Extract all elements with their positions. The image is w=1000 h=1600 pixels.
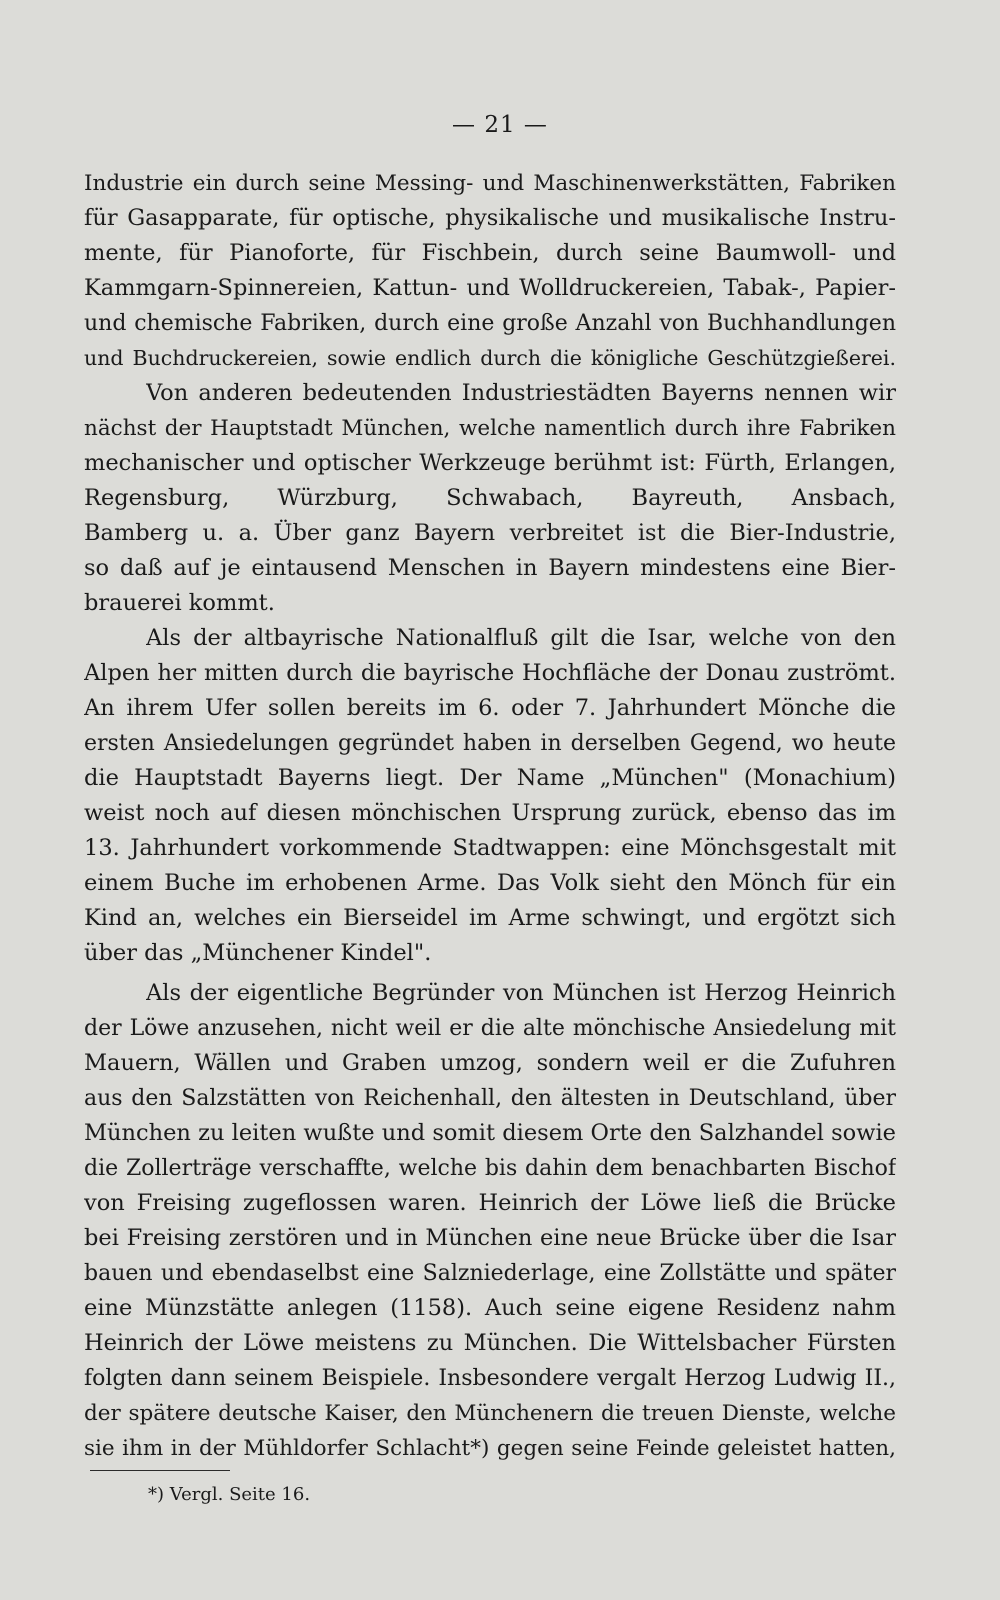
text-line: bei Freising zerstören und in München eine neue Brücke über die Isar: [84, 1225, 896, 1251]
text-line: Bamberg u. a. Über ganz Bayern verbreitet ist die Bier-Industrie,: [84, 520, 896, 546]
text-line: brauerei kommt.: [84, 590, 275, 616]
text-line: die Zollerträge verschaffte, welche bis dahin dem benachbarten Bischof: [84, 1156, 896, 1181]
text-line: nächst der Hauptstadt München, welche namentlich durch ihre Fabriken: [84, 416, 896, 441]
text-line: Kind an, welches ein Bierseidel im Arme schwingt, und ergötzt sich: [84, 905, 896, 931]
text-line: bauen und ebendaselbst eine Salzniederlage, eine Zollstätte und später: [84, 1261, 896, 1286]
text-line: so daß auf je eintausend Menschen in Bayern mindestens eine Bier-: [84, 555, 896, 581]
text-line: 13. Jahrhundert vorkommende Stadtwappen: eine Mönchsgestalt mit: [84, 835, 896, 861]
text-line: von Freising zugeflossen waren. Heinrich der Löwe ließ die Brücke: [84, 1190, 896, 1216]
text-line: An ihrem Ufer sollen bereits im 6. oder 7. Jahrhundert Mönche die: [84, 695, 896, 721]
text-line: der spätere deutsche Kaiser, den Münchenern die treuen Dienste, welche: [84, 1401, 896, 1426]
text-line: ersten Ansiedelungen gegründet haben in derselben Gegend, wo heute: [84, 731, 896, 756]
text-line: Kammgarn-Spinnereien, Kattun- und Wolldruckereien, Tabak-, Papier-: [84, 275, 896, 301]
text-line: einem Buche im erhobenen Arme. Das Volk sieht den Mönch für ein: [84, 870, 896, 896]
text-line: sie ihm in der Mühldorfer Schlacht*) gegen seine Feinde geleistet hatten,: [84, 1436, 896, 1461]
text-line: Von anderen bedeutenden Industriestädten Bayerns nennen wir: [146, 380, 896, 406]
text-line: Heinrich der Löwe meistens zu München. Die Wittelsbacher Fürsten: [84, 1330, 896, 1356]
text-line: Als der altbayrische Nationalfluß gilt die Isar, welche von den: [146, 625, 896, 651]
text-line: Alpen her mitten durch die bayrische Hochfläche der Donau zuströmt.: [84, 660, 896, 686]
text-line: Mauern, Wällen und Graben umzog, sondern weil er die Zufuhren: [84, 1050, 896, 1076]
text-line: Industrie ein durch seine Messing- und Maschinenwerkstätten, Fabriken: [84, 171, 896, 196]
text-line: weist noch auf diesen mönchischen Ursprung zurück, ebenso das im: [84, 800, 896, 826]
text-line: München zu leiten wußte und somit diesem Orte den Salzhandel sowie: [84, 1120, 896, 1146]
text-line: folgten dann seinem Beispiele. Insbesondere vergalt Herzog Ludwig II.,: [84, 1366, 896, 1391]
text-line: mechanischer und optischer Werkzeuge berühmt ist: Fürth, Erlangen,: [84, 450, 896, 476]
text-line: die Hauptstadt Bayerns liegt. Der Name „München" (Monachium): [84, 765, 896, 791]
text-line: mente, für Pianoforte, für Fischbein, durch seine Baumwoll- und: [84, 240, 896, 266]
text-line: Als der eigentliche Begründer von München ist Herzog Heinrich: [146, 980, 896, 1006]
text-line: und Buchdruckereien, sowie endlich durch die königliche Geschützgießerei.: [84, 346, 896, 370]
page-number: — 21 —: [452, 112, 548, 138]
text-line: aus den Salzstätten von Reichenhall, den ältesten in Deutschland, über: [84, 1086, 896, 1111]
text-line: für Gasapparate, für optische, physikalische und musikalische Instru-: [84, 205, 896, 231]
text-line: über das „Münchener Kindel".: [84, 940, 432, 966]
footnote: *) Vergl. Seite 16.: [148, 1484, 311, 1505]
text-line: Regensburg, Würzburg, Schwabach, Bayreuth, Ansbach,: [84, 485, 896, 511]
text-line: und chemische Fabriken, durch eine große Anzahl von Buchhandlungen: [84, 311, 896, 336]
footnote-divider: [90, 1470, 230, 1471]
text-line: der Löwe anzusehen, nicht weil er die alte mönchische Ansiedelung mit: [84, 1016, 896, 1041]
text-line: eine Münzstätte anlegen (1158). Auch seine eigene Residenz nahm: [84, 1295, 896, 1321]
